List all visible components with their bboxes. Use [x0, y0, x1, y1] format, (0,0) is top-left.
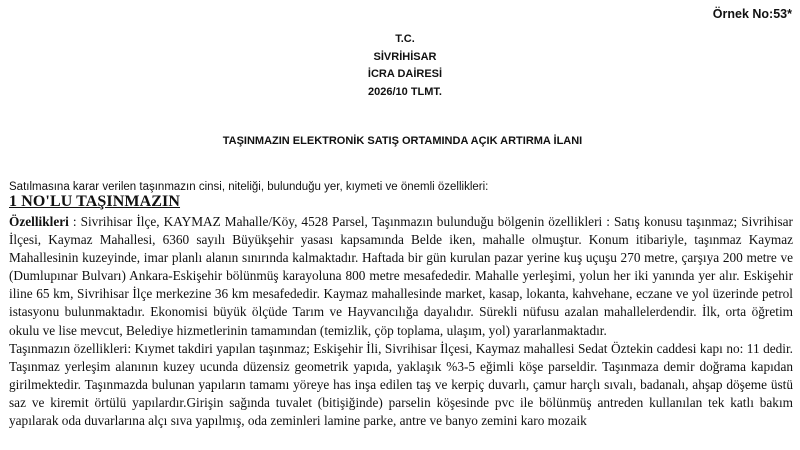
- header-office: İCRA DAİRESİ: [367, 68, 443, 80]
- header-file-number: 2026/10 TLMT.: [368, 85, 442, 98]
- document-body: [9, 213, 793, 430]
- property-features-paragraph: Taşınmazın özellikleri: Kıymet takdiri yapılan taşınmaz; Eskişehir İli, Sivrihisar İlçesi, Kaymaz mahallesi Sedat Öztekin caddesi kapı no: 11 dedir. Taşınmaz yerleşim alanının kuzey ucunda düzensiz geometrik yapıda, yaklaşık %3-5 eğimli köşe parseldir. Taşınmaza demir doğrama kapıdan girilmektedir. Taşınmazda bulunan yapıların tamamı yöreye has inşa edilen taş ve kerpiç duvarlı, çamur harçlı sıvalı, badanalı, ahşap döşeme üstü saz ve kiremit örtülü yapılardır.Girişin sağında tuvalet (bitişiğinde) parselin köşesinde pvc ile bölünmüş antreden kullanılan tek katlı bakım yapılarak oda duvarlarına alçı sıva yapılmış, oda zeminleri lamine parke, antre ve banyo zemini karo mozaik: [9, 340, 793, 429]
- features-text: : Sivrihisar İlçe, KAYMAZ Mahalle/Köy, 4528 Parsel, Taşınmazın bulunduğu bölgenin özellikleri : Satış konusu taşınmaz; Sivrihisar İlçesi, Kaymaz Mahallesi, 6360 sayılı Büyükşehir yasası kapsamında Belde iken, mahalle olmuştur. Konum itibariyle, taşınmaz Kaymaz Mahallesinin kuzeyinde, imar planlı alanın sınırında kalmaktadır. Haftada bir gün kurulan pazar yerine kuş uçuşu 270 metre, çarşıya 200 metre ve (Dumlupınar Bulvarı) Ankara-Eskişehir bölünmüş karayoluna 800 metre mesafededir. Mahalle yerleşimi, yolun her iki yanında yer alır. Eskişehir iline 65 km, Sivrihisar İlçe merkezine 36 km mesafededir. Kaymaz mahallesinde market, kasap, lokanta, kahvehane, eczane ve yol üzerinde petrol istasyonu bulunmaktadır. Ekonomisi büyük ölçüde Tarım ve Hayvancılığa dayalıdır. Sürekli nüfusu azalan mahallelerdendir. İlk, orta öğretim okulu ve lise mevcut, Belediye hizmetlerinin tamamından (temizlik, çöp toplama, ulaşım, yol) yararlanmaktadır.: [9, 214, 793, 338]
- features-label: Özellikleri: [9, 214, 69, 229]
- header-tc: T.C.: [395, 33, 415, 45]
- section-title: 1 NO'LU TAŞINMAZIN: [9, 193, 181, 210]
- announcement-title-text: TAŞINMAZIN ELEKTRONİK SATIŞ ORTAMINDA AÇIK ARTIRMA İLANI: [222, 135, 583, 147]
- announcement-title: [0, 135, 800, 147]
- features-paragraph: [9, 213, 793, 340]
- intro-text: Satılmasına karar verilen taşınmazın cinsi, niteliği, bulunduğu yer, kıymeti ve önemli özellikleri:: [9, 181, 489, 193]
- document-header: [0, 31, 800, 101]
- sample-number: Örnek No:53*: [712, 7, 792, 21]
- header-district: SİVRİHİSAR: [373, 50, 437, 63]
